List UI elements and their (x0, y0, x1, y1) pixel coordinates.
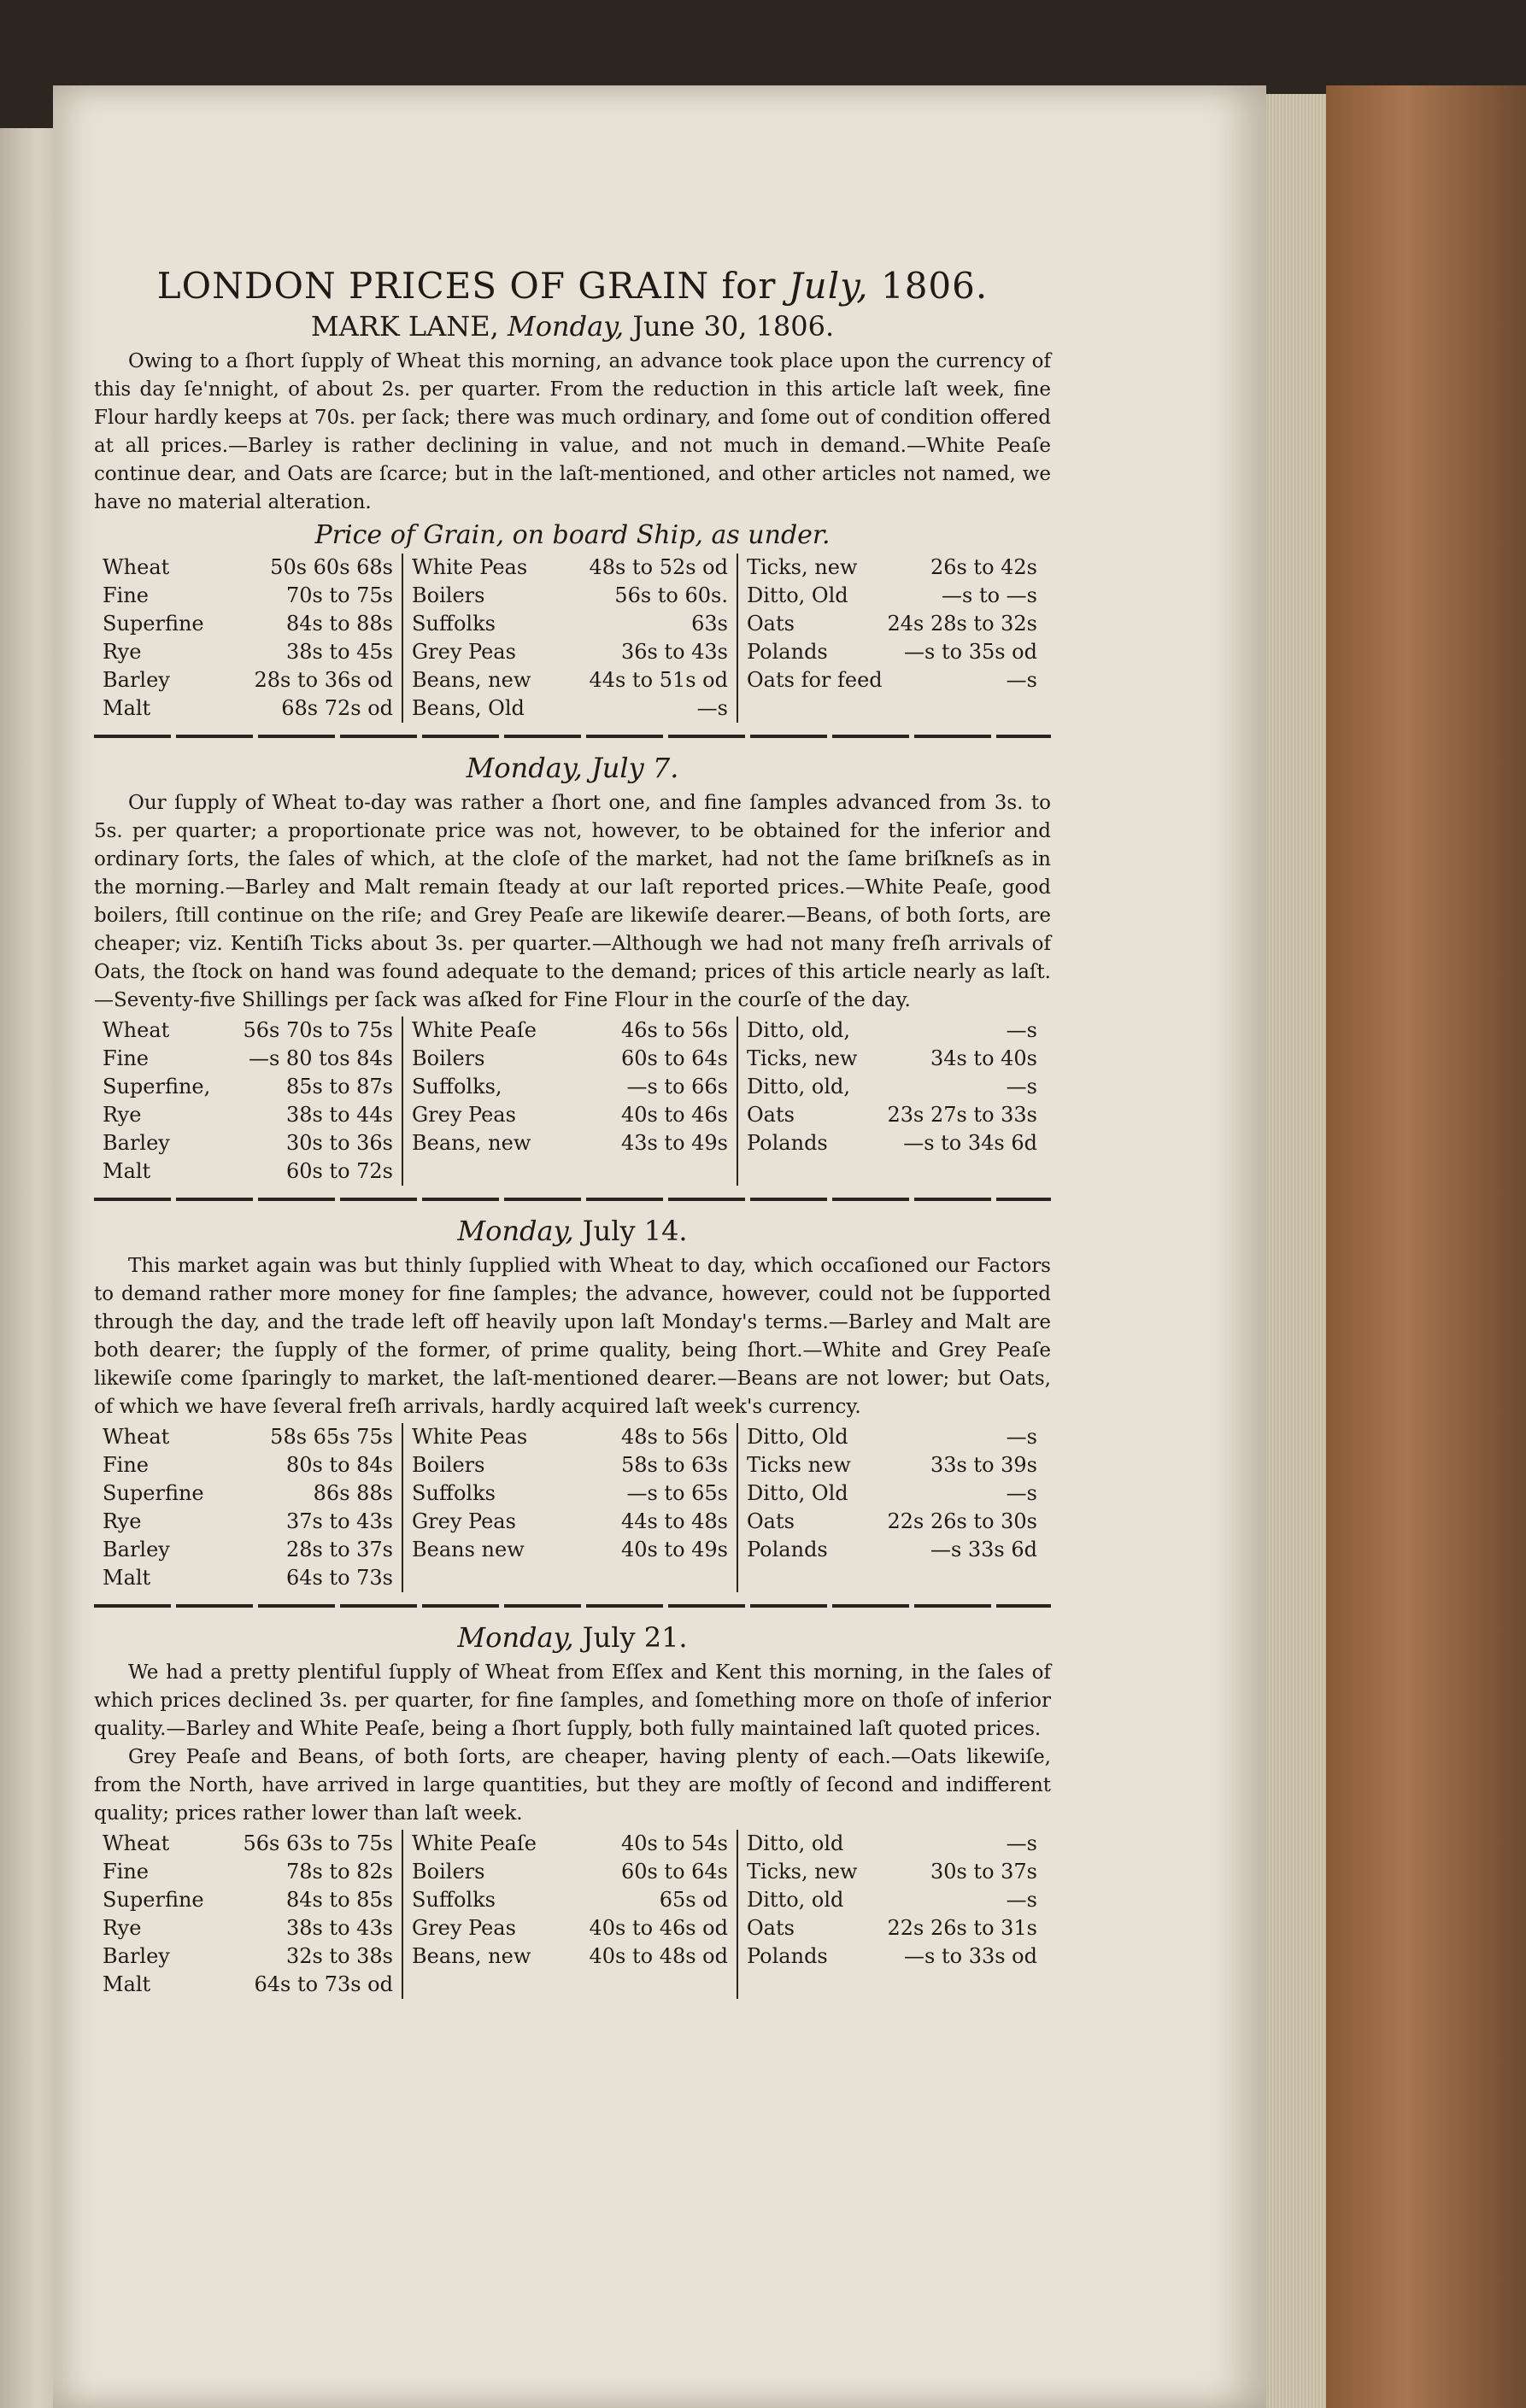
price-row: Boilers 60s to 64s (412, 1860, 728, 1884)
price-row: Barley 30s to 36s (103, 1131, 393, 1155)
price-row: Boilers 58s to 63s (412, 1453, 728, 1477)
price-column-grain (94, 554, 402, 723)
price-row: Malt 64s to 73s (103, 1566, 393, 1590)
price-row: Superfine, 85s to 87s (103, 1075, 393, 1099)
price-row: Ditto, old, —s (747, 1018, 1037, 1042)
price-row: Beans new 40s to 49s (412, 1538, 728, 1561)
report-paragraph: Owing to a ſhort ſupply of Wheat this morning, an advance took place upon the currency of this day ſe'nnight, of about 2s. per quarter. From the reduction in this article laſt week, fine Flour hardly keeps at 70s. per ſack; there was much ordinary, and ſome out of condition offered at all prices.—Barley is rather declining in value, and not much in demand.—White Peaſe continue dear, and Oats are ſcarce; but in the laſt-mentioned, and other articles not named, we have no material alteration. (94, 350, 1051, 513)
price-row: Ticks, new 30s to 37s (747, 1860, 1037, 1884)
price-row: Oats for feed —s (747, 668, 1037, 692)
price-row: Rye 38s to 44s (103, 1103, 393, 1127)
price-row: White Peas 48s to 52s od (412, 555, 728, 579)
section-heading-july-7: Monday, July 7. (466, 752, 679, 784)
price-row: White Peaſe 40s to 54s (412, 1831, 728, 1855)
price-row: Grey Peas 36s to 43s (412, 640, 728, 664)
price-row: Rye 38s to 45s (103, 640, 393, 664)
price-column-grain (94, 1017, 402, 1186)
price-row: Oats 22s 26s to 31s (747, 1916, 1037, 1940)
price-row: Ditto, old —s (747, 1831, 1037, 1855)
price-row: Malt 60s to 72s (103, 1159, 393, 1183)
price-row: Polands —s to 34s 6d (747, 1131, 1037, 1155)
price-row: Ticks, new 34s to 40s (747, 1046, 1037, 1070)
price-row: Polands —s to 35s od (747, 640, 1037, 664)
price-column-ticks-oats (738, 1830, 1046, 1999)
report-paragraph: Grey Peaſe and Beans, of both ſorts, are cheaper, having plenty of each.—Oats likewiſe, from the North, have arrived in large quantities, but they are moſtly of ſecond and indifferent quality; prices rather lower than laſt week. (94, 1746, 1051, 1825)
price-row: Beans, new 40s to 48s od (412, 1944, 728, 1968)
price-table-july-7 (94, 1017, 1051, 1186)
price-row: Wheat 58s 65s 75s (103, 1425, 393, 1449)
price-row: Fine 78s to 82s (103, 1860, 393, 1884)
price-row: Malt 68s 72s od (103, 696, 393, 720)
page-content (94, 265, 1051, 1999)
page-title: LONDON PRICES OF GRAIN for July, 1806. (156, 265, 989, 307)
price-row: Fine 80s to 84s (103, 1453, 393, 1477)
price-row: Wheat 56s 70s to 75s (103, 1018, 393, 1042)
price-row: Fine 70s to 75s (103, 583, 393, 607)
price-row: Ditto, old, —s (747, 1075, 1037, 1099)
price-row: Polands —s 33s 6d (747, 1538, 1037, 1561)
price-row: Barley 28s to 37s (103, 1538, 393, 1561)
price-row: Oats 22s 26s to 30s (747, 1509, 1037, 1533)
price-table-june-30 (94, 554, 1051, 723)
price-row: Fine —s 80 tos 84s (103, 1046, 393, 1070)
price-row: Rye 37s to 43s (103, 1509, 393, 1533)
price-row: Beans, Old —s (412, 696, 728, 720)
price-row: Suffolks 65s od (412, 1888, 728, 1912)
price-row: Barley 28s to 36s od (103, 668, 393, 692)
price-row: Barley 32s to 38s (103, 1944, 393, 1968)
price-row: Beans, new 44s to 51s od (412, 668, 728, 692)
price-row: Boilers 56s to 60s. (412, 583, 728, 607)
price-row: Grey Peas 44s to 48s (412, 1509, 728, 1533)
price-row: Oats 24s 28s to 32s (747, 612, 1037, 636)
price-column-grain (94, 1830, 402, 1999)
price-table-caption: Price of Grain, on board Ship, as under. (314, 520, 830, 550)
price-row: Ditto, old —s (747, 1888, 1037, 1912)
price-table-july-14 (94, 1423, 1051, 1592)
price-row: Ditto, Old —s (747, 1425, 1037, 1449)
section-heading-june-30: MARK LANE, Monday, June 30, 1806. (310, 310, 835, 343)
price-column-ticks-oats (738, 1017, 1046, 1186)
page-block-edge (1266, 94, 1326, 2408)
price-row: White Peas 48s to 56s (412, 1425, 728, 1449)
price-row: Wheat 50s 60s 68s (103, 555, 393, 579)
price-row: Grey Peas 40s to 46s (412, 1103, 728, 1127)
section-divider (94, 735, 1051, 738)
price-row: Suffolks 63s (412, 612, 728, 636)
section-heading-july-14: Monday, July 14. (457, 1215, 688, 1247)
price-row: Superfine 84s to 85s (103, 1888, 393, 1912)
facing-page-edge (0, 128, 53, 2408)
price-row: Suffolks, —s to 66s (412, 1075, 728, 1099)
price-row: White Peaſe 46s to 56s (412, 1018, 728, 1042)
price-row: Wheat 56s 63s to 75s (103, 1831, 393, 1855)
price-row: Polands —s to 33s od (747, 1944, 1037, 1968)
report-paragraph: We had a pretty plentiful ſupply of Wheat from Eſſex and Kent this morning, in the ſales of which prices declined 3s. per quarter, for fine ſamples, and ſomething more on thoſe of inferior quality.—Barley and White Peaſe, being a ſhort ſupply, both fully maintained laſt quoted prices. (94, 1661, 1051, 1740)
price-row: Ditto, Old —s to —s (747, 583, 1037, 607)
price-row: Superfine 84s to 88s (103, 612, 393, 636)
section-divider (94, 1604, 1051, 1608)
price-column-peas-beans (402, 1830, 738, 1999)
price-row: Boilers 60s to 64s (412, 1046, 728, 1070)
price-column-peas-beans (402, 1423, 738, 1592)
price-column-ticks-oats (738, 1423, 1046, 1592)
price-row: Malt 64s to 73s od (103, 1972, 393, 1996)
price-row: Rye 38s to 43s (103, 1916, 393, 1940)
price-column-peas-beans (402, 554, 738, 723)
price-row: Suffolks —s to 65s (412, 1481, 728, 1505)
price-row: Beans, new 43s to 49s (412, 1131, 728, 1155)
price-row: Ticks new 33s to 39s (747, 1453, 1037, 1477)
price-column-ticks-oats (738, 554, 1046, 723)
report-paragraph: This market again was but thinly ſupplied with Wheat to day, which occaſioned our Factors to demand rather more money for fine ſamples; the advance, however, could not be ſupported through the day, and the trade left off heavily upon laſt Monday's terms.—Barley and Malt are both dearer; the ſupply of the former, of prime quality, being ſhort.—White and Grey Peaſe likewiſe come ſparingly to market, the laſt-mentioned dearer.—Beans are not lower; but Oats, of which we have ſeveral freſh arrivals, hardly acquired laſt week's currency. (94, 1255, 1051, 1418)
price-row: Grey Peas 40s to 46s od (412, 1916, 728, 1940)
price-row: Oats 23s 27s to 33s (747, 1103, 1037, 1127)
report-paragraph: Our ſupply of Wheat to-day was rather a ſhort one, and fine ſamples advanced from 3s. to 5s. per quarter; a proportionate price was not, however, to be obtained for the inferior and ordinary ſorts, the ſales of which, at the cloſe of the market, had not the ſame briſkneſs as in the morning.—Barley and Malt remain ſteady at our laſt reported prices.—White Peaſe, good boilers, ſtill continue on the riſe; and Grey Peaſe are likewiſe dearer.—Beans, of both ſorts, are cheaper; viz. Kentiſh Ticks about 3s. per quarter.—Although we had not many freſh arrivals of Oats, the ſtock on hand was found adequate to the demand; prices of this article nearly as laſt.—Seventy-five Shillings per ſack was aſked for Fine Flour in the courſe of the day. (94, 792, 1051, 1011)
price-column-grain (94, 1423, 402, 1592)
price-row: Ticks, new 26s to 42s (747, 555, 1037, 579)
price-row: Ditto, Old —s (747, 1481, 1037, 1505)
book-binding (1326, 85, 1526, 2408)
price-column-peas-beans (402, 1017, 738, 1186)
price-table-july-21 (94, 1830, 1051, 1999)
price-row: Superfine 86s 88s (103, 1481, 393, 1505)
section-heading-july-21: Monday, July 21. (457, 1621, 688, 1654)
section-divider (94, 1198, 1051, 1201)
